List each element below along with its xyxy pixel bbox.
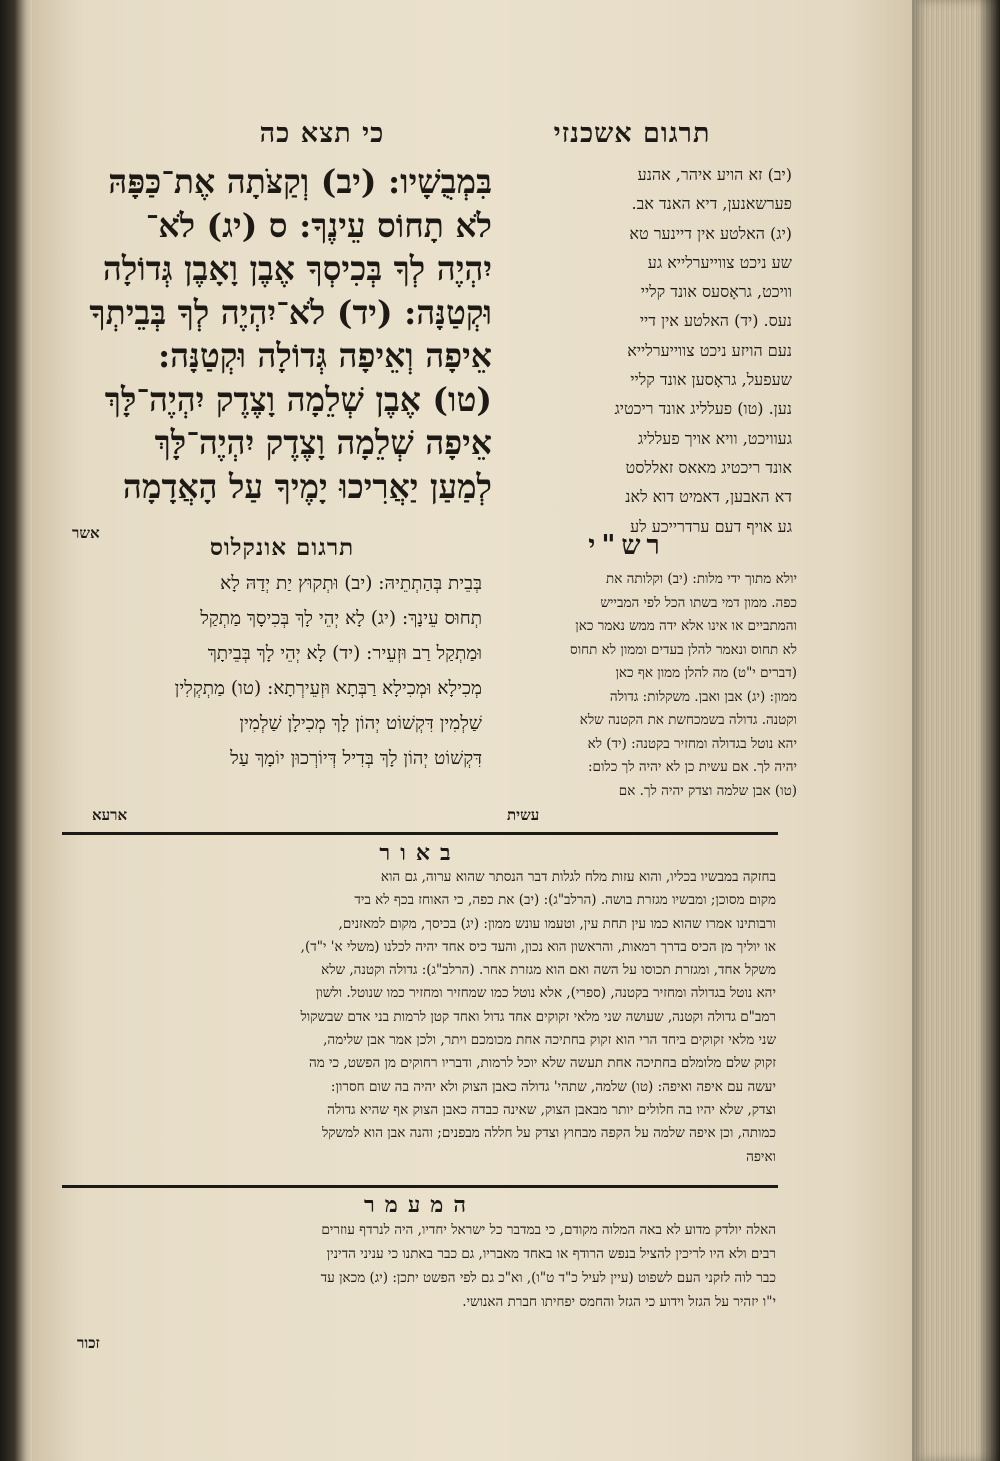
biur-text-block [62, 866, 776, 1169]
yiddish-line: נעס. (יד) האלטע אין דיי [639, 311, 792, 331]
torah-line: בִּמְבֻשָׁיו: (יב) וְקַצֹּתָה אֶת־כַּפָּהּ [108, 162, 492, 201]
running-header-targum: תרגום אשכנזי [553, 118, 711, 149]
biur-line: זקוק שלם מלומלם בחתיכה אחת תעשה שלא יוכל לרמות, ודבריו רחוקים מן הפשט, כי מה [308, 1055, 776, 1072]
onkelos-catchword-top: אשר [72, 524, 100, 542]
torah-line: לֹא תָחוֹס עֵינֶךָ: ס (יג) לֹא־ [145, 205, 492, 245]
section-divider [62, 832, 778, 835]
onkelos-line: מְכִילָא וּמְכִילָא רַבְּתָא וּזְעֵירְתָא: (טו) מַתְקְלִין [174, 678, 482, 699]
book-page-edges [912, 0, 1000, 1461]
torah-text-block [62, 160, 492, 508]
yiddish-line: (יג) האלטע אין דיינער טא [629, 223, 792, 243]
page-catchword: זכור [77, 1334, 100, 1352]
yiddish-line: שע ניכט צווייערלייא גע [647, 252, 792, 272]
onkelos-line: דִּקְשׁוֹט יְהוֹן לָךְ בְּדִיל דְּיוֹרְכוּן יוֹמָךְ עַל [230, 748, 482, 769]
biur-line: יהא נוטל בגדולה ומחזיר בקטנה, (ספרי), אלא נוטל כמו שמחזיר ומחזיר כמו שנוטל. ולשון [315, 985, 776, 1002]
yiddish-line: נען. (טו) פעלליג אונד ריכטיג [614, 399, 792, 419]
biur-line: וצדק, שלא יהיו בה חלולים יותר מבאבן הצוק, שאינה כבדה כאבן הצוק אף שהיא גדולה [327, 1101, 776, 1118]
yiddish-line: (יב) זא הויע איהר, אהנע [637, 165, 792, 184]
rashi-line: כפה. ממון דמי בשתו הכל לפי המבייש [600, 594, 797, 611]
yiddish-line: געוויכט, וויא אויך פעלליג [637, 428, 792, 448]
onkelos-line: בְּבֵית בְּהַתְתֵיהּ: (יב) וּתְקוּץ יַת יְדַהּ לָא [220, 573, 482, 594]
torah-line: וּקְטַנָּה: (יד) לֹא־יִהְיֶה לְךָ בְּבֵיתְךָ [89, 292, 492, 332]
torah-line: (טו) אֶבֶן שְׁלֵמָה וָצֶדֶק יִהְיֶה־לָּךְ [104, 379, 492, 419]
onkelos-line: וּמַתְקַל רַב וּזְעֵיר: (יד) לָא יְהֵי לָךְ בְּבֵיתָךְ [207, 643, 482, 664]
torah-line: אֵיפָה וְאֵיפָה גְּדוֹלָה וּקְטַנָּה: [157, 336, 492, 375]
yiddish-line: וויכט, גראָסעס אונד קליי [640, 282, 792, 302]
measef-line: כבר לוה לזקני העם לשפוט (עיין לעיל כ"ד ט"ו), וא"כ גם לפי הפשט יתכן: (יג) מכאן עד [320, 1270, 776, 1286]
biur-line: רמב"ם גדולה וקטנה, שעושה שני מלאי זקוקים אחד גדול ואחד קטן לרמות בני אדם שבשקול [300, 1008, 776, 1025]
rashi-title: רש"י [588, 530, 666, 561]
onkelos-line: שַׁלְמִין דִּקְשׁוֹט יְהוֹן לָךְ מְכִילָן שַׁלְמִין [239, 713, 482, 734]
biur-line: משקל אחד, ומגזרת תכוסו על השה ואם הוא מגזרת אחר. (הרלב"ג): גדולה וקטנה, שלא [321, 962, 776, 979]
yiddish-line: נעם הויזע ניכט צווייערלייא [627, 340, 792, 360]
yiddish-line: דא האבען, דאמיט דוא לאנ [625, 487, 792, 507]
rashi-line: (דברים י"ט) מה להלן ממון אף כאן [615, 665, 797, 681]
rashi-line: יולא מתוך ידי מלות: (יב) וקלותה את [606, 571, 797, 587]
biur-line: שני מלאי זקוקים ביחד הרי הוא זקוק בחתיכה אחת מכומכם ויתר, ולכן אמר אבן שלימה, [323, 1032, 776, 1049]
section-divider [62, 1185, 778, 1188]
rashi-line: ממון: (יג) אבן ואבן. משקלות: גדולה [609, 688, 797, 705]
biur-title: באור [379, 840, 461, 866]
torah-line: אֵיפָה שְׁלֵמָה וָצֶדֶק יִהְיֶה־לָּךְ [154, 423, 492, 462]
yiddish-line: גע אויף דעם ערדרייכע לע [630, 516, 792, 536]
rashi-line: (טו) אבן שלמה וצדק יהיה לך. אם [618, 782, 797, 799]
measef-line: י"ו יזהיר על הגזל וידוע כי הגזל והחמס יפחיתו חברת האנושי. [462, 1294, 776, 1310]
yiddish-line: פערשאנען, דיא האנד אב. [631, 194, 792, 214]
rashi-line: והמתביים או אינו אלא ידה ממש נאמר כאן [575, 618, 797, 634]
rashi-line: וקטנה. גדולה בשמכחשת את הקטנה שלא [579, 712, 797, 728]
biur-line: כמותה, וכן איפה שלמה על הקפה מבחוץ וצדק על חללה מבפנים; והנה אבן הוא למשקל [321, 1125, 776, 1142]
measef-line: רבים ולא היו לריכין להציל בנפש הרודף או באחד מאבריו, גם כבר באתנו כי עניני הדינין [326, 1246, 776, 1262]
onkelos-catchword-bottom: ארעא [92, 806, 128, 824]
yiddish-line: שעפעל, גראָסען אונד קליי [630, 370, 792, 390]
rashi-line: יהיה לך. אם עשית כן לא יהיה לך כלום: [587, 759, 797, 775]
onkelos-line: תְחוּס עֵינָךְ: (יג) לָא יְהֵי לָךְ בְּכִיסָךְ מַתְקַל [200, 608, 482, 629]
measef-title: המעמר [364, 1192, 476, 1218]
rashi-text-block [507, 568, 797, 803]
biur-line: יעשה עם איפה ואיפה: (טו) שלמה, שתהי' גדולה כאבן הצוק ולא יהיה בה שום חסרון: [330, 1078, 776, 1095]
onkelos-text-block [62, 566, 482, 776]
yiddish-line: אונד ריכטיג מאאס זאללסט [625, 457, 792, 477]
measef-text-block [62, 1218, 776, 1314]
rashi-line: יהא נוטל בגדולה ומחזיר בקטנה: (יד) לא [587, 735, 797, 752]
book-page [32, 0, 912, 1461]
running-header-parsha: כי תצא כה [259, 118, 385, 149]
biur-line: ורבותינו אמרו שהוא כמו עין תחת עין, וטעמו עונש ממון: (יג) בכיסך, מקום למאזנים, [338, 915, 776, 932]
rashi-catchword: עשית [507, 806, 540, 824]
yiddish-translation-block [507, 160, 792, 541]
book-gutter-left [0, 0, 32, 1461]
biur-line: בחזקה במבשיו בכליו, והוא עזות מלח לגלות דבר הנסתר שהוא ערוה, גם הוא [380, 869, 776, 885]
biur-line: ואיפה [746, 1148, 776, 1165]
rashi-line: לא תחוס ונאמר להלן בעדים וממון לא תחוס [570, 641, 797, 658]
measef-line: האלה יולדק מדוע לא באה המלוה מקודם, כי במדבר כל ישראל יחדיו, היה לנרדף עוזרים [321, 1222, 776, 1238]
torah-line: לְמַעַן יַאֲרִיכוּ יָמֶיךָ עַל הָאֲדָמָה [122, 466, 492, 506]
biur-line: או יוליך מן הכיס בדרך רמאות, והראשון הוא נכון, והעד כיס אחד יהיה לכלנו (משלי א' י"ד), [300, 938, 776, 955]
onkelos-title: תרגום אונקלוס [209, 534, 355, 561]
torah-line: יִהְיֶה לְךָ בְּכִיסְךָ אֶבֶן וָאָבֶן גְּדוֹלָה [102, 249, 492, 288]
biur-line: מקום מסוכן; ומבשיו מגזרת בושה. (הרלב"ג): (יב) את כפה, כי האוחז בכף לא ביד [354, 892, 776, 909]
